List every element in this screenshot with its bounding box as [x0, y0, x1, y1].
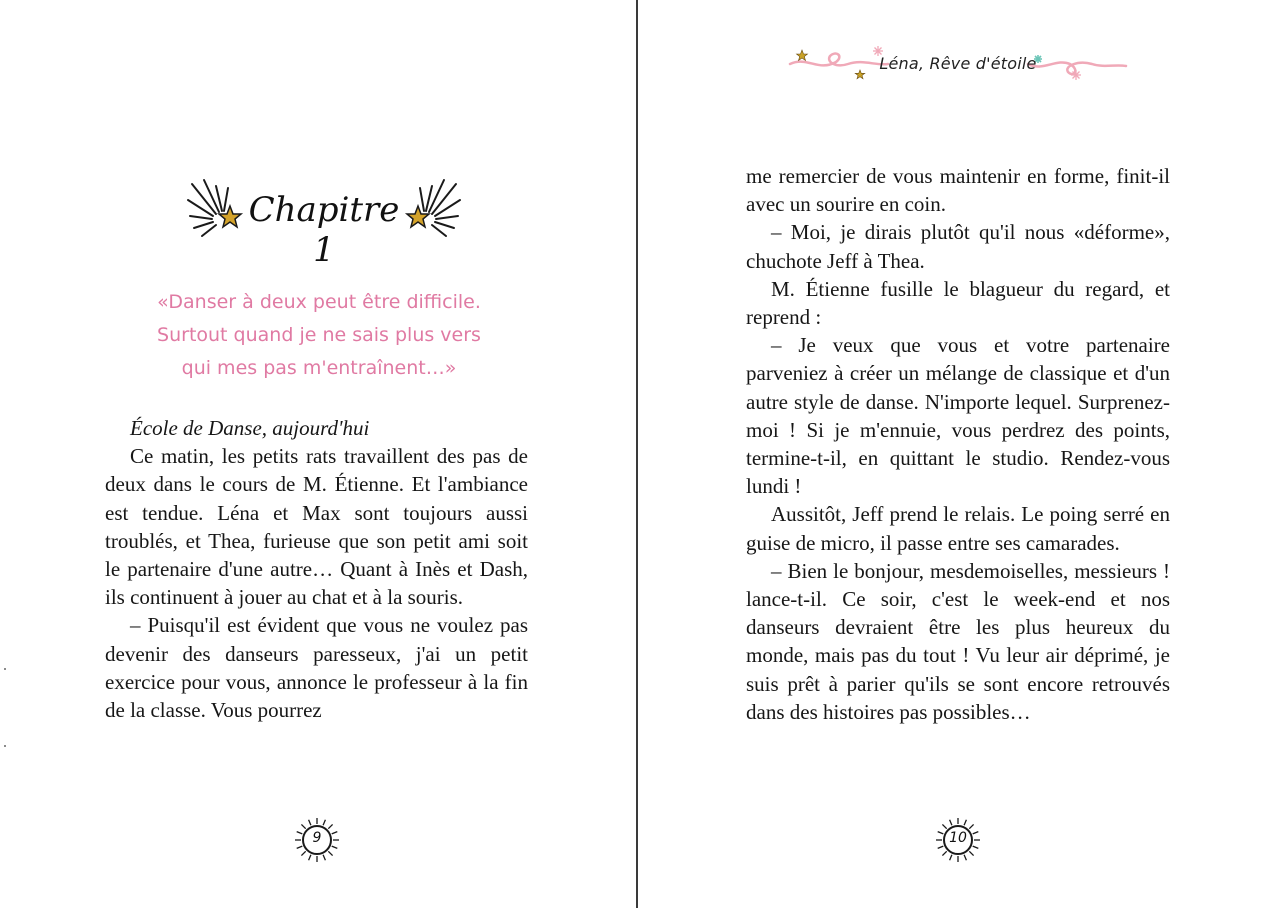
paragraph: me remercier de vous maintenir en forme, finit-il avec un sourire en coin.	[746, 164, 1170, 217]
epigraph-line: Surtout quand je ne sais plus vers	[157, 324, 481, 346]
chapter-epigraph	[134, 286, 504, 385]
paragraph: M. Étienne fusille le blagueur du regard, et reprend :	[746, 276, 1170, 330]
paragraph: – Bien le bonjour, mesdemoiselles, messieurs ! lance-t-il. Ce soir, c'est le week-end et nos danseurs devraient être les plus heureux du monde, mais pas du tout ! Vu leur air déprimé, je suis prêt à parier qu'ils se sont encore retrouvés dans des histoires pas possibles…	[746, 558, 1170, 724]
chapter-heading	[186, 176, 462, 270]
running-title: Léna, Rêve d'étoile	[879, 54, 1037, 73]
paragraph: – Puisqu'il est évident que vous ne voulez pas devenir des danseurs paresseux, j'ai un petit exercice pour vous, annonce le professeur à la fin de la classe. Vous pourrez	[105, 613, 528, 723]
paragraph: – Moi, je dirais plutôt qu'il nous «déforme», chuchote Jeff à Thea.	[746, 220, 1170, 273]
epigraph-line: «Danser à deux peut être difficile.	[157, 291, 481, 313]
scan-speck	[4, 745, 6, 747]
page-number-badge	[934, 816, 982, 864]
scan-speck	[4, 668, 6, 670]
scene-location: École de Danse, aujourd'hui	[130, 416, 370, 440]
paragraph: – Je veux que vous et votre partenaire parveniez à créer un mélange de classique et d'un autre style de danse. N'importe lequel. Surprenez-moi ! Si je m'ennuie, vous perdrez des points, termine-t-il, en quittant le studio. Rendez-vous lundi !	[746, 333, 1170, 499]
page-number: 9	[312, 830, 322, 846]
sunburst-star-icon	[402, 176, 462, 240]
page-number: 10	[949, 830, 967, 846]
right-body-text	[746, 162, 1170, 726]
paragraph: Aussitôt, Jeff prend le relais. Le poing serré en guise de micro, il passe entre ses camarades.	[746, 502, 1170, 555]
epigraph-line: qui mes pas m'entraînent…»	[181, 357, 457, 379]
sunburst-star-icon	[186, 176, 246, 240]
left-page	[0, 0, 636, 908]
paragraph: Ce matin, les petits rats travaillent des pas de deux dans le cours de M. Étienne. Et l'ambiance est tendue. Léna et Max sont toujours aussi troublés, et Thea, furieuse que son petit ami soit le partenaire d'une autre… Quant à Inès et Dash, ils continuent à jouer au chat et à la souris.	[105, 444, 528, 610]
page-number-badge	[293, 816, 341, 864]
running-header	[788, 42, 1128, 88]
chapter-title: Chapitre 1	[248, 190, 400, 270]
left-body-text	[105, 414, 528, 724]
